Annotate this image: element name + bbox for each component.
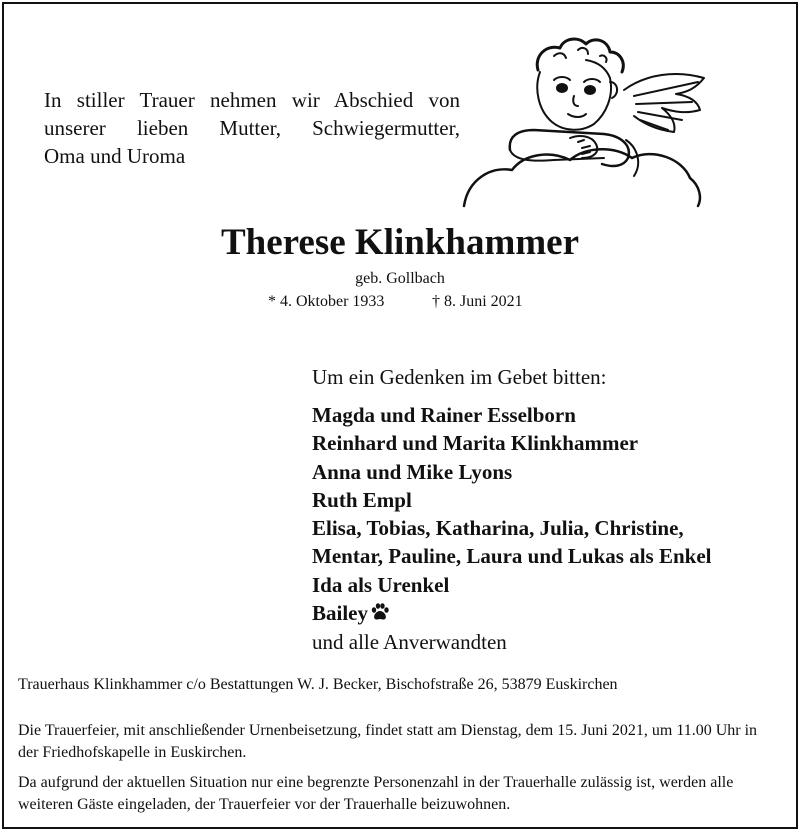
attendance-notice: Da aufgrund der aktuellen Situation nur eine begrenzte Personenzahl in der Trauerhalle zulässig ist, werden alle weiteren Gäste eingeladen, der Trauerfeier vor der Trauerhalle beizuwohnen. — [18, 774, 734, 813]
mourner-name: Ida als Urenkel — [312, 572, 450, 597]
birth-date: * 4. Oktober 1933 — [268, 293, 385, 310]
mourner-pet-line — [312, 599, 712, 627]
mourner-name: Anna und Mike Lyons — [312, 459, 513, 484]
death-date: † 8. Juni 2021 — [432, 293, 523, 310]
maiden-name: geb. Gollbach — [355, 270, 445, 287]
angel-illustration — [454, 30, 708, 208]
intro-line: In stiller Trauer nehmen wir Abschied von — [44, 88, 460, 112]
intro-text — [44, 86, 460, 170]
paw-icon — [370, 602, 390, 622]
mourner-name: Magda und Rainer Esselborn — [312, 403, 576, 427]
funeral-home-address: Trauerhaus Klinkhammer c/o Bestattungen W. J. Becker, Bischofstraße 26, 53879 Euskirchen — [18, 676, 618, 693]
intro-line: Oma und Uroma — [44, 144, 186, 168]
mourner-name: Bailey — [312, 601, 368, 626]
mourners-block — [312, 362, 712, 657]
prayer-request: Um ein Gedenken im Gebet bitten: — [312, 365, 607, 389]
intro-line: unserer lieben Mutter, Schwiegermutter, — [44, 116, 460, 140]
deceased-name: Therese Klinkhammer — [221, 222, 579, 263]
closing-line: und alle Anverwandten — [312, 630, 507, 655]
mourner-name: Reinhard und Marita Klinkhammer — [312, 431, 639, 456]
mourner-name: Ruth Empl — [312, 487, 412, 512]
mourner-name: Elisa, Tobias, Katharina, Julia, Christine, — [312, 516, 684, 541]
mourner-name: Mentar, Pauline, Laura und Lukas als Enkel — [312, 544, 712, 569]
ceremony-info: Die Trauerfeier, mit anschließender Urnenbeisetzung, findet statt am Dienstag, dem 15. Juni 2021, um 11.00 Uhr in der Friedhofskapelle in Euskirchen. — [18, 722, 758, 761]
